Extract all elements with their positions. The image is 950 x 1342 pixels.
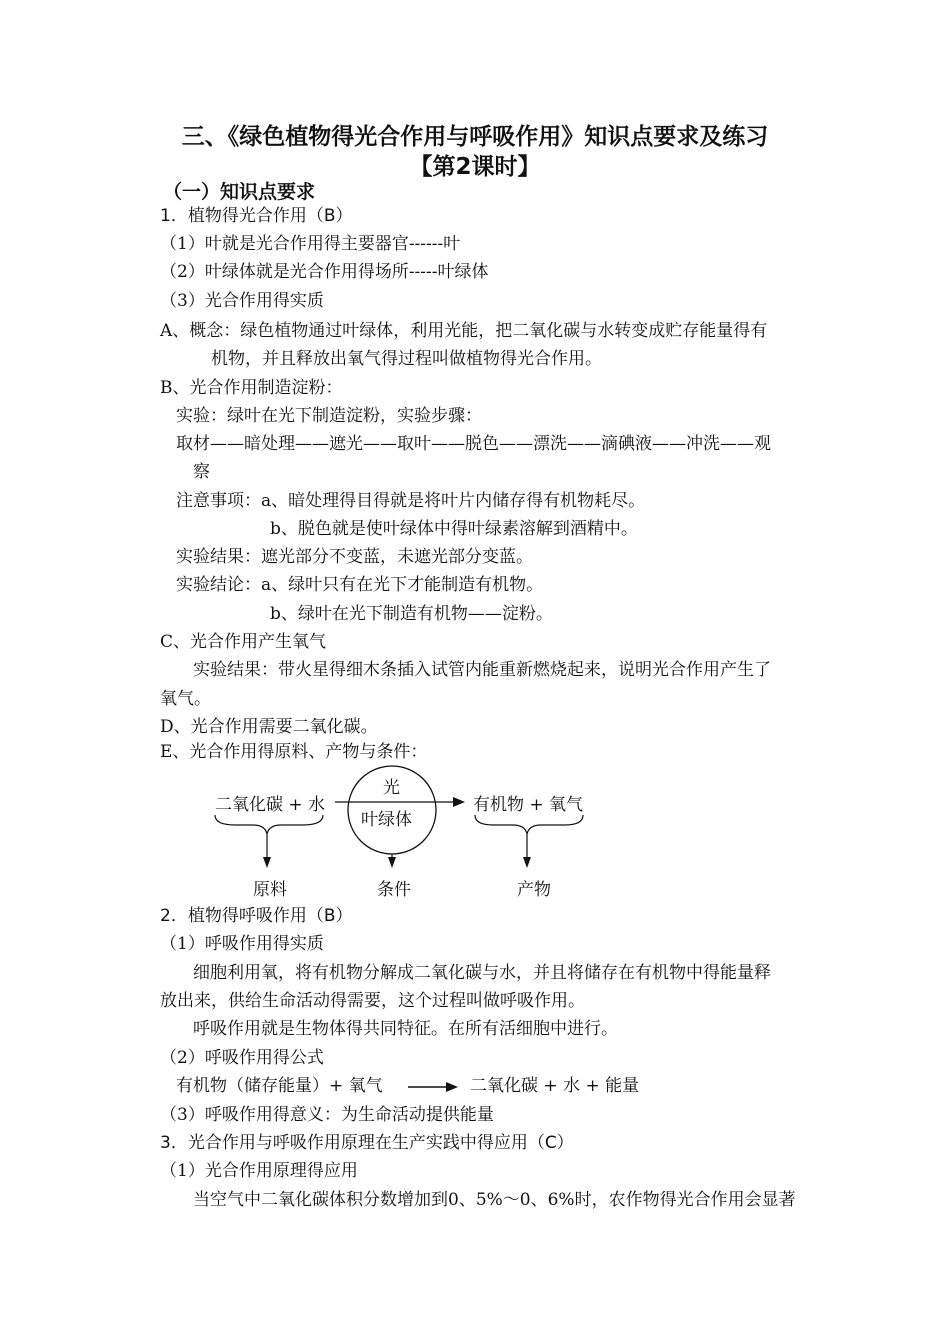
concept-line-1: A、概念：绿色植物通过叶绿体，利用光能，把二氧化碳与水转变成贮存能量得有: [160, 321, 768, 341]
formula-left: 有机物（储存能量）+ 氧气: [176, 1076, 383, 1096]
products-label: 有机物 + 氧气: [473, 795, 584, 815]
experiment-result: 实验结果：遮光部分不变蓝，未遮光部分变蓝。: [176, 547, 533, 567]
steps-line-1: 取材——暗处理——遮光——取叶——脱色——漂洗——滴碘液——冲洗——观: [176, 434, 771, 454]
oxygen-result-2: 氧气。: [160, 689, 211, 709]
point-2-3: （3）呼吸作用得意义：为生命活动提供能量: [160, 1105, 494, 1125]
raw-products-heading: E、光合作用得原料、产物与条件：: [160, 742, 428, 762]
application-line: 当空气中二氧化碳体积分数增加到0、5%～0、6%时，农作物得光合作用会显著: [193, 1190, 796, 1210]
reactants-label: 二氧化碳 + 水: [215, 795, 326, 815]
oxygen-heading: C、光合作用产生氧气: [160, 632, 327, 652]
products-brace: [475, 815, 583, 834]
raw-arrowhead: [263, 857, 271, 868]
reactants-brace: [215, 815, 323, 834]
section-heading: （一）知识点要求: [163, 181, 316, 203]
formula-right: 二氧化碳 + 水 + 能量: [470, 1076, 640, 1096]
experiment-line: 实验：绿叶在光下制造淀粉，实验步骤：: [176, 406, 482, 426]
respiration-feature: 呼吸作用就是生物体得共同特征。在所有活细胞中进行。: [193, 1019, 618, 1039]
point-1-heading: 1．植物得光合作用（B）: [160, 206, 353, 226]
point-2-1: （1）呼吸作用得实质: [160, 934, 324, 954]
notes-b: b、脱色就是使叶绿体中得叶绿素溶解到酒精中。: [270, 519, 638, 539]
point-1-1: （1）叶就是光合作用得主要器官------叶: [160, 234, 461, 254]
chloroplast-label: 叶绿体: [361, 810, 412, 830]
point-1-2: （2）叶绿体就是光合作用得场所-----叶绿体: [160, 262, 489, 282]
document-title: 三、《绿色植物得光合作用与呼吸作用》知识点要求及练习: [181, 124, 769, 150]
conclusion-a: 实验结论：a、绿叶只有在光下才能制造有机物。: [176, 575, 544, 595]
oxygen-result-1: 实验结果：带火星得细木条插入试管内能重新燃烧起来，说明光合作用产生了: [193, 660, 771, 680]
conclusion-b: b、绿叶在光下制造有机物——淀粉。: [270, 604, 553, 624]
formula-arrow: [408, 1079, 460, 1095]
steps-line-2: 察: [193, 462, 210, 482]
point-3-1: （1）光合作用原理得应用: [160, 1161, 358, 1181]
document-subtitle: 【第2课时】: [409, 154, 541, 180]
notes-a: 注意事项：a、暗处理得目得就是将叶片内储存得有机物耗尽。: [176, 491, 646, 511]
co2-line: D、光合作用需要二氧化碳。: [160, 717, 378, 737]
point-2-2: （2）呼吸作用得公式: [160, 1048, 324, 1068]
concept-line-2: 机物，并且释放出氧气得过程叫做植物得光合作用。: [211, 349, 602, 369]
point-1-3: （3）光合作用得实质: [160, 291, 324, 311]
conditions-label: 条件: [377, 880, 411, 900]
light-label: 光: [383, 778, 400, 798]
point-3-heading: 3．光合作用与呼吸作用原理在生产实践中得应用（C）: [160, 1133, 574, 1153]
respiration-line-1: 细胞利用氧，将有机物分解成二氧化碳与水，并且将储存在有机物中得能量释: [193, 963, 771, 983]
raw-materials-label: 原料: [253, 880, 287, 900]
products-output-label: 产物: [517, 880, 551, 900]
product-arrowhead: [523, 857, 531, 868]
starch-heading: B、光合作用制造淀粉：: [160, 378, 343, 398]
respiration-line-2: 放出来，供给生命活动得需要，这个过程叫做呼吸作用。: [160, 991, 585, 1011]
photosynthesis-diagram: [195, 760, 635, 910]
reaction-arrowhead: [453, 797, 465, 807]
point-2-heading: 2．植物得呼吸作用（B）: [160, 906, 353, 926]
condition-arrowhead: [388, 857, 396, 868]
